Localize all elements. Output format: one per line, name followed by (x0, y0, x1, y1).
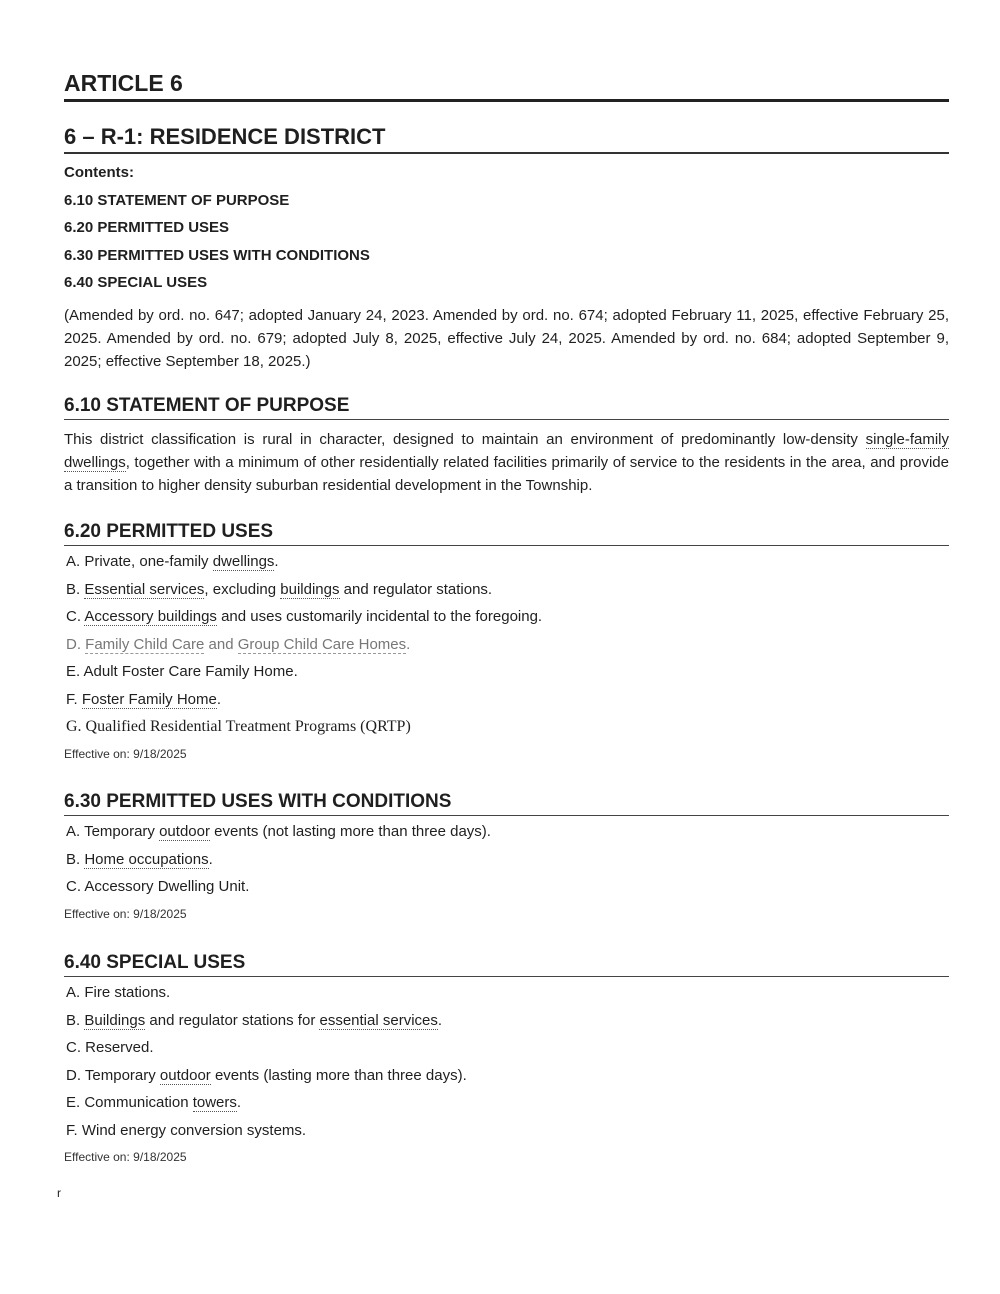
section-6-20 (64, 520, 949, 761)
list-item: E. Communication towers. (66, 1094, 242, 1111)
paragraph-text: , together with a minimum of other residentially related facilities primarily of service to the residents in the area, and provide a transition to higher density suburban residential development in the Township. (64, 454, 949, 494)
list-item: C. Accessory Dwelling Unit. (66, 878, 250, 895)
definition-link[interactable]: dwellings (212, 553, 275, 570)
list-item: C. Accessory buildings and uses customarily incidental to the foregoing. (66, 608, 543, 625)
list-item: A. Private, one-family dwellings. (66, 553, 279, 570)
list-item: B. Home occupations. (66, 850, 213, 868)
definition-link[interactable]: Foster Family Home (81, 690, 217, 708)
contents-item[interactable]: 6.10 STATEMENT OF PURPOSE (64, 191, 290, 209)
section-heading: 6.30 PERMITTED USES WITH CONDITIONS (64, 790, 949, 816)
contents-item[interactable]: 6.40 SPECIAL USES (64, 274, 208, 291)
list-item: B. Essential services, excluding buildings and regulator stations. (66, 580, 493, 598)
definition-link[interactable]: outdoor (159, 823, 210, 840)
list-item: D. Family Child Care and Group Child Care Homes. (66, 635, 411, 653)
section-heading: 6.20 PERMITTED USES (64, 520, 949, 546)
section-heading: 6.40 SPECIAL USES (64, 951, 949, 977)
contents-label: Contents: (64, 164, 134, 181)
special-uses-list (64, 983, 949, 1148)
section-6-10 (64, 394, 949, 497)
list-item: F. Foster Family Home. (66, 690, 222, 708)
list-item: B. Buildings and regulator stations for essential services. (66, 1011, 443, 1029)
list-item: C. Reserved. (66, 1039, 154, 1056)
effective-date: Effective on: 9/18/2025 (64, 906, 187, 921)
permitted-uses-list (64, 552, 949, 745)
definition-link[interactable]: Home occupations (84, 850, 209, 868)
definition-link[interactable]: single-family dwellings (64, 431, 949, 471)
definition-link[interactable]: Family Child Care (85, 635, 205, 653)
list-item: G. Qualified Residential Treatment Programs (QRTP) (66, 718, 411, 735)
list-item: D. Temporary outdoor events (lasting more than three days). (66, 1066, 467, 1084)
list-item: F. Wind energy conversion systems. (66, 1121, 307, 1139)
definition-link[interactable]: Buildings (84, 1011, 146, 1029)
effective-date: Effective on: 9/18/2025 (64, 746, 187, 761)
article-title: ARTICLE 6 (64, 70, 949, 102)
contents-item[interactable]: 6.20 PERMITTED USES (64, 219, 230, 236)
purpose-paragraph (64, 428, 949, 497)
amendment-note: (Amended by ord. no. 647; adopted January 24, 2023. Amended by ord. no. 674; adopted February 11, 2025, effective February 25, 2025. Amended by ord. no. 679; adopted July 8, 2025, effective July 24, 2025. Amended by ord. no. 684; adopted September 9, 2025; effective September 18, 2025.) (64, 307, 949, 370)
conditional-uses-list (64, 822, 949, 905)
section-6-40 (64, 951, 949, 1164)
definition-link[interactable]: Group Child Care Homes (237, 635, 407, 653)
paragraph-text: This district classification is rural in character, designed to maintain an environment of predominantly low-density (64, 431, 866, 448)
stray-mark: r (57, 1186, 61, 1200)
section-heading: 6.10 STATEMENT OF PURPOSE (64, 394, 949, 420)
list-item: A. Temporary outdoor events (not lasting more than three days). (66, 823, 491, 840)
table-of-contents (64, 164, 949, 302)
definition-link[interactable]: Accessory buildings (84, 608, 217, 625)
list-item: E. Adult Foster Care Family Home. (66, 663, 298, 680)
section-6-30 (64, 790, 949, 921)
district-title: 6 – R-1: RESIDENCE DISTRICT (64, 124, 949, 154)
definition-link[interactable]: Essential services (84, 580, 205, 598)
contents-item[interactable]: 6.30 PERMITTED USES WITH CONDITIONS (64, 246, 370, 264)
definition-link[interactable]: buildings (280, 580, 340, 598)
effective-date: Effective on: 9/18/2025 (64, 1150, 187, 1164)
definition-link[interactable]: towers (192, 1094, 237, 1111)
list-item: A. Fire stations. (66, 984, 171, 1001)
definition-link[interactable]: outdoor (159, 1066, 211, 1084)
definition-link[interactable]: essential services (319, 1011, 438, 1029)
